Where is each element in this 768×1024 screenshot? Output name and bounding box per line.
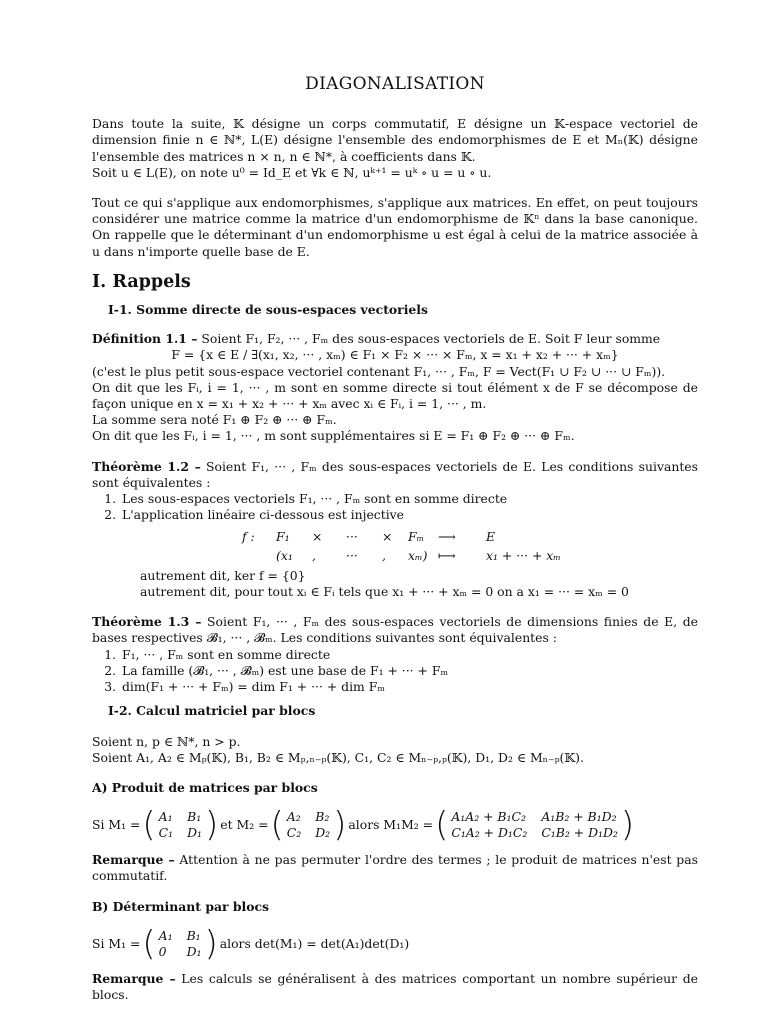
map-cell: xₘ)	[408, 547, 428, 563]
remark-text: Attention à ne pas permuter l'ordre des termes ; le produit de matrices n'est pas commutatif.	[92, 852, 698, 884]
intro-paragraph-2: Tout ce qui s'applique aux endomorphismes, s'applique aux matrices. En effet, on peut toujours considérer une matrice comme la matrice d'un endomorphisme de 𝕂ⁿ dans la base canonique. On rappelle que le déterminant d'un endomorphisme u est égal à celui de la matrice associée à u dans n'importe quelle base de E.	[92, 195, 698, 259]
definition-line-2: On dit que les Fᵢ, i = 1, ··· , m sont en somme directe si tout élément x de F se décompose de façon unique en x = x₁ + x₂ + ··· + xₘ avec xᵢ ∈ Fᵢ, i = 1, ··· , m.	[92, 379, 698, 412]
definition-label: Définition 1.1 –	[92, 331, 198, 347]
part-b-heading: B) Déterminant par blocs	[92, 898, 270, 914]
map-cell: ⟼	[438, 547, 456, 563]
part-a-heading: A) Produit de matrices par blocs	[92, 779, 318, 795]
definition-line-3: La somme sera noté F₁ ⊕ F₂ ⊕ ··· ⊕ Fₘ.	[92, 412, 337, 428]
right-paren: )	[620, 805, 635, 846]
theorem-text: Soient F₁, ··· , Fₘ des sous-espaces vectoriels de dimensions finies de E, de bases respectives 𝓑₁, ··· , 𝓑ₘ. Les conditions suivantes sont équivalentes :	[92, 614, 698, 646]
matrix-cell: A₁B₂ + B₁D₂	[541, 808, 617, 824]
remark-a	[92, 852, 698, 884]
formula-text: alors det(M₁) = det(A₁)det(D₁)	[219, 935, 410, 951]
left-paren: (	[142, 923, 156, 964]
map-cell	[242, 548, 276, 564]
blocs-line-2: Soient A₁, A₂ ∈ Mₚ(𝕂), B₁, B₂ ∈ Mₚ,ₙ₋ₚ(𝕂), C₁, C₂ ∈ Mₙ₋ₚ,ₚ(𝕂), D₁, D₂ ∈ Mₙ₋ₚ(𝕂).	[92, 749, 584, 765]
subsection-heading: I-1. Somme directe de sous-espaces vectoriels	[108, 302, 428, 318]
map-cell	[522, 529, 622, 545]
matrix-cell: C₁B₂ + D₁D₂	[541, 825, 618, 841]
matrix-cell: B₁	[187, 808, 202, 824]
matrix-cell: B₁	[186, 927, 201, 943]
matrix-cell: D₁	[186, 943, 202, 959]
list-item: 2. La famille (𝓑₁, ··· , 𝓑ₘ) est une base de F₁ + ··· + Fₘ	[120, 663, 698, 679]
list-item: 2. L'application linéaire ci-dessous est injective	[120, 507, 698, 523]
map-cell: f :	[242, 529, 255, 545]
subsection-heading: I-2. Calcul matriciel par blocs	[108, 703, 316, 719]
theorem-remark-1: autrement dit, ker f = {0}	[140, 567, 306, 583]
definition-1-1	[92, 331, 698, 347]
block-determinant-formula	[92, 923, 698, 964]
matrix-cell: D₁	[187, 825, 202, 841]
map-cell: ···	[346, 529, 358, 545]
formula-text: alors M₁M₂ =	[348, 817, 434, 832]
list-item: 3. dim(F₁ + ··· + Fₘ) = dim F₁ + ··· + dim Fₘ	[120, 679, 698, 695]
matrix-cell: 0	[158, 943, 167, 959]
matrix-m1	[142, 923, 218, 964]
map-cell: ,	[312, 547, 316, 563]
map-cell: ···	[346, 547, 358, 563]
document-page	[92, 76, 698, 1003]
list-item: 1. F₁, ··· , Fₘ sont en somme directe	[120, 647, 698, 663]
theorem-1-3	[92, 614, 698, 646]
matrix-m1	[142, 805, 219, 846]
map-cell: Fₘ	[408, 529, 425, 545]
intro-notation: Soit u ∈ L(E), on note u⁰ = Id_E et ∀k ∈ ℕ, uᵏ⁺¹ = uᵏ ∘ u = u ∘ u.	[92, 164, 492, 180]
remark-text: Les calculs se généralisent à des matrices comportant un nombre supérieur de blocs.	[92, 970, 698, 1002]
theorem-label: Théorème 1.2 –	[92, 458, 201, 474]
matrix-cell: A₁	[158, 808, 173, 824]
left-paren: (	[142, 805, 156, 846]
matrix-cell: C₂	[286, 825, 302, 841]
left-paren: (	[435, 805, 449, 846]
matrix-cell: C₁A₂ + D₁C₂	[451, 825, 528, 841]
matrix-product	[435, 805, 635, 846]
map-cell: F₁	[276, 529, 290, 545]
formula-text: Si M₁ =	[92, 935, 141, 951]
matrix-cell: B₂	[315, 808, 330, 824]
theorem-label: Théorème 1.3 –	[92, 614, 202, 630]
remark-label: Remarque –	[92, 970, 176, 986]
map-cell: x₁ + ··· + xₘ	[486, 547, 561, 563]
map-cell: ,	[382, 547, 386, 563]
section-heading: I. Rappels	[92, 271, 191, 292]
list-item: 1. Les sous-espaces vectoriels F₁, ··· , Fₘ sont en somme directe	[120, 491, 698, 507]
matrix-m2	[270, 805, 347, 846]
definition-formula: F = {x ∈ E / ∃(x₁, x₂, ··· , xₘ) ∈ F₁ × F₂ × ··· × Fₘ, x = x₁ + x₂ + ··· + xₘ}	[171, 347, 619, 363]
theorem-remark-2: autrement dit, pour tout xᵢ ∈ Fᵢ tels que x₁ + ··· + xₘ = 0 on a x₁ = ··· = xₘ = 0	[140, 584, 629, 600]
right-paren: )	[204, 923, 218, 964]
remark-b	[92, 971, 698, 1003]
blocs-line-1: Soient n, p ∈ ℕ*, n > p.	[92, 733, 241, 749]
formula-text: et M₂ =	[220, 817, 269, 832]
left-paren: (	[270, 805, 284, 846]
map-cell: (x₁	[276, 547, 293, 563]
matrix-cell: D₂	[315, 825, 331, 841]
definition-line-1: (c'est le plus petit sous-espace vectoriel contenant F₁, ··· , Fₘ, F = Vect(F₁ ∪ F₂ ∪ ··· ∪ Fₘ)).	[92, 363, 666, 379]
matrix-cell: C₁	[158, 825, 174, 841]
right-paren: )	[333, 805, 347, 846]
page-title: DIAGONALISATION	[305, 74, 485, 94]
theorem-1-2	[92, 459, 698, 491]
theorem-text: Soient F₁, ··· , Fₘ des sous-espaces vectoriels de E. Les conditions suivantes sont équivalentes :	[92, 458, 698, 490]
formula-text: Si M₁ =	[92, 817, 141, 832]
matrix-cell: A₂	[286, 808, 301, 824]
theorem-conditions	[92, 647, 698, 696]
matrix-cell: A₁A₂ + B₁C₂	[451, 808, 526, 824]
linear-map-diagram	[242, 529, 698, 563]
theorem-conditions	[92, 491, 698, 523]
map-cell: E	[486, 529, 496, 545]
map-cell: ×	[382, 529, 393, 545]
remark-label: Remarque –	[92, 852, 175, 868]
map-cell: ×	[312, 529, 323, 545]
map-cell: ⟶	[438, 529, 456, 545]
right-paren: )	[205, 805, 219, 846]
definition-text: Soient F₁, F₂, ··· , Fₘ des sous-espaces vectoriels de E. Soit F leur somme	[197, 331, 661, 347]
definition-line-4: On dit que les Fᵢ, i = 1, ··· , m sont supplémentaires si E = F₁ ⊕ F₂ ⊕ ··· ⊕ Fₘ.	[92, 428, 575, 444]
block-product-formula	[92, 805, 698, 846]
intro-paragraph: Dans toute la suite, 𝕂 désigne un corps commutatif, E désigne un 𝕂-espace vectoriel de dimension finie n ∈ ℕ*, L(E) désigne l'ensemble des endomorphismes de E et Mₙ(𝕂) désigne l'ensemble des matrices n × n, n ∈ ℕ*, à coefficients dans 𝕂.	[92, 116, 698, 164]
matrix-cell: A₁	[158, 927, 173, 943]
